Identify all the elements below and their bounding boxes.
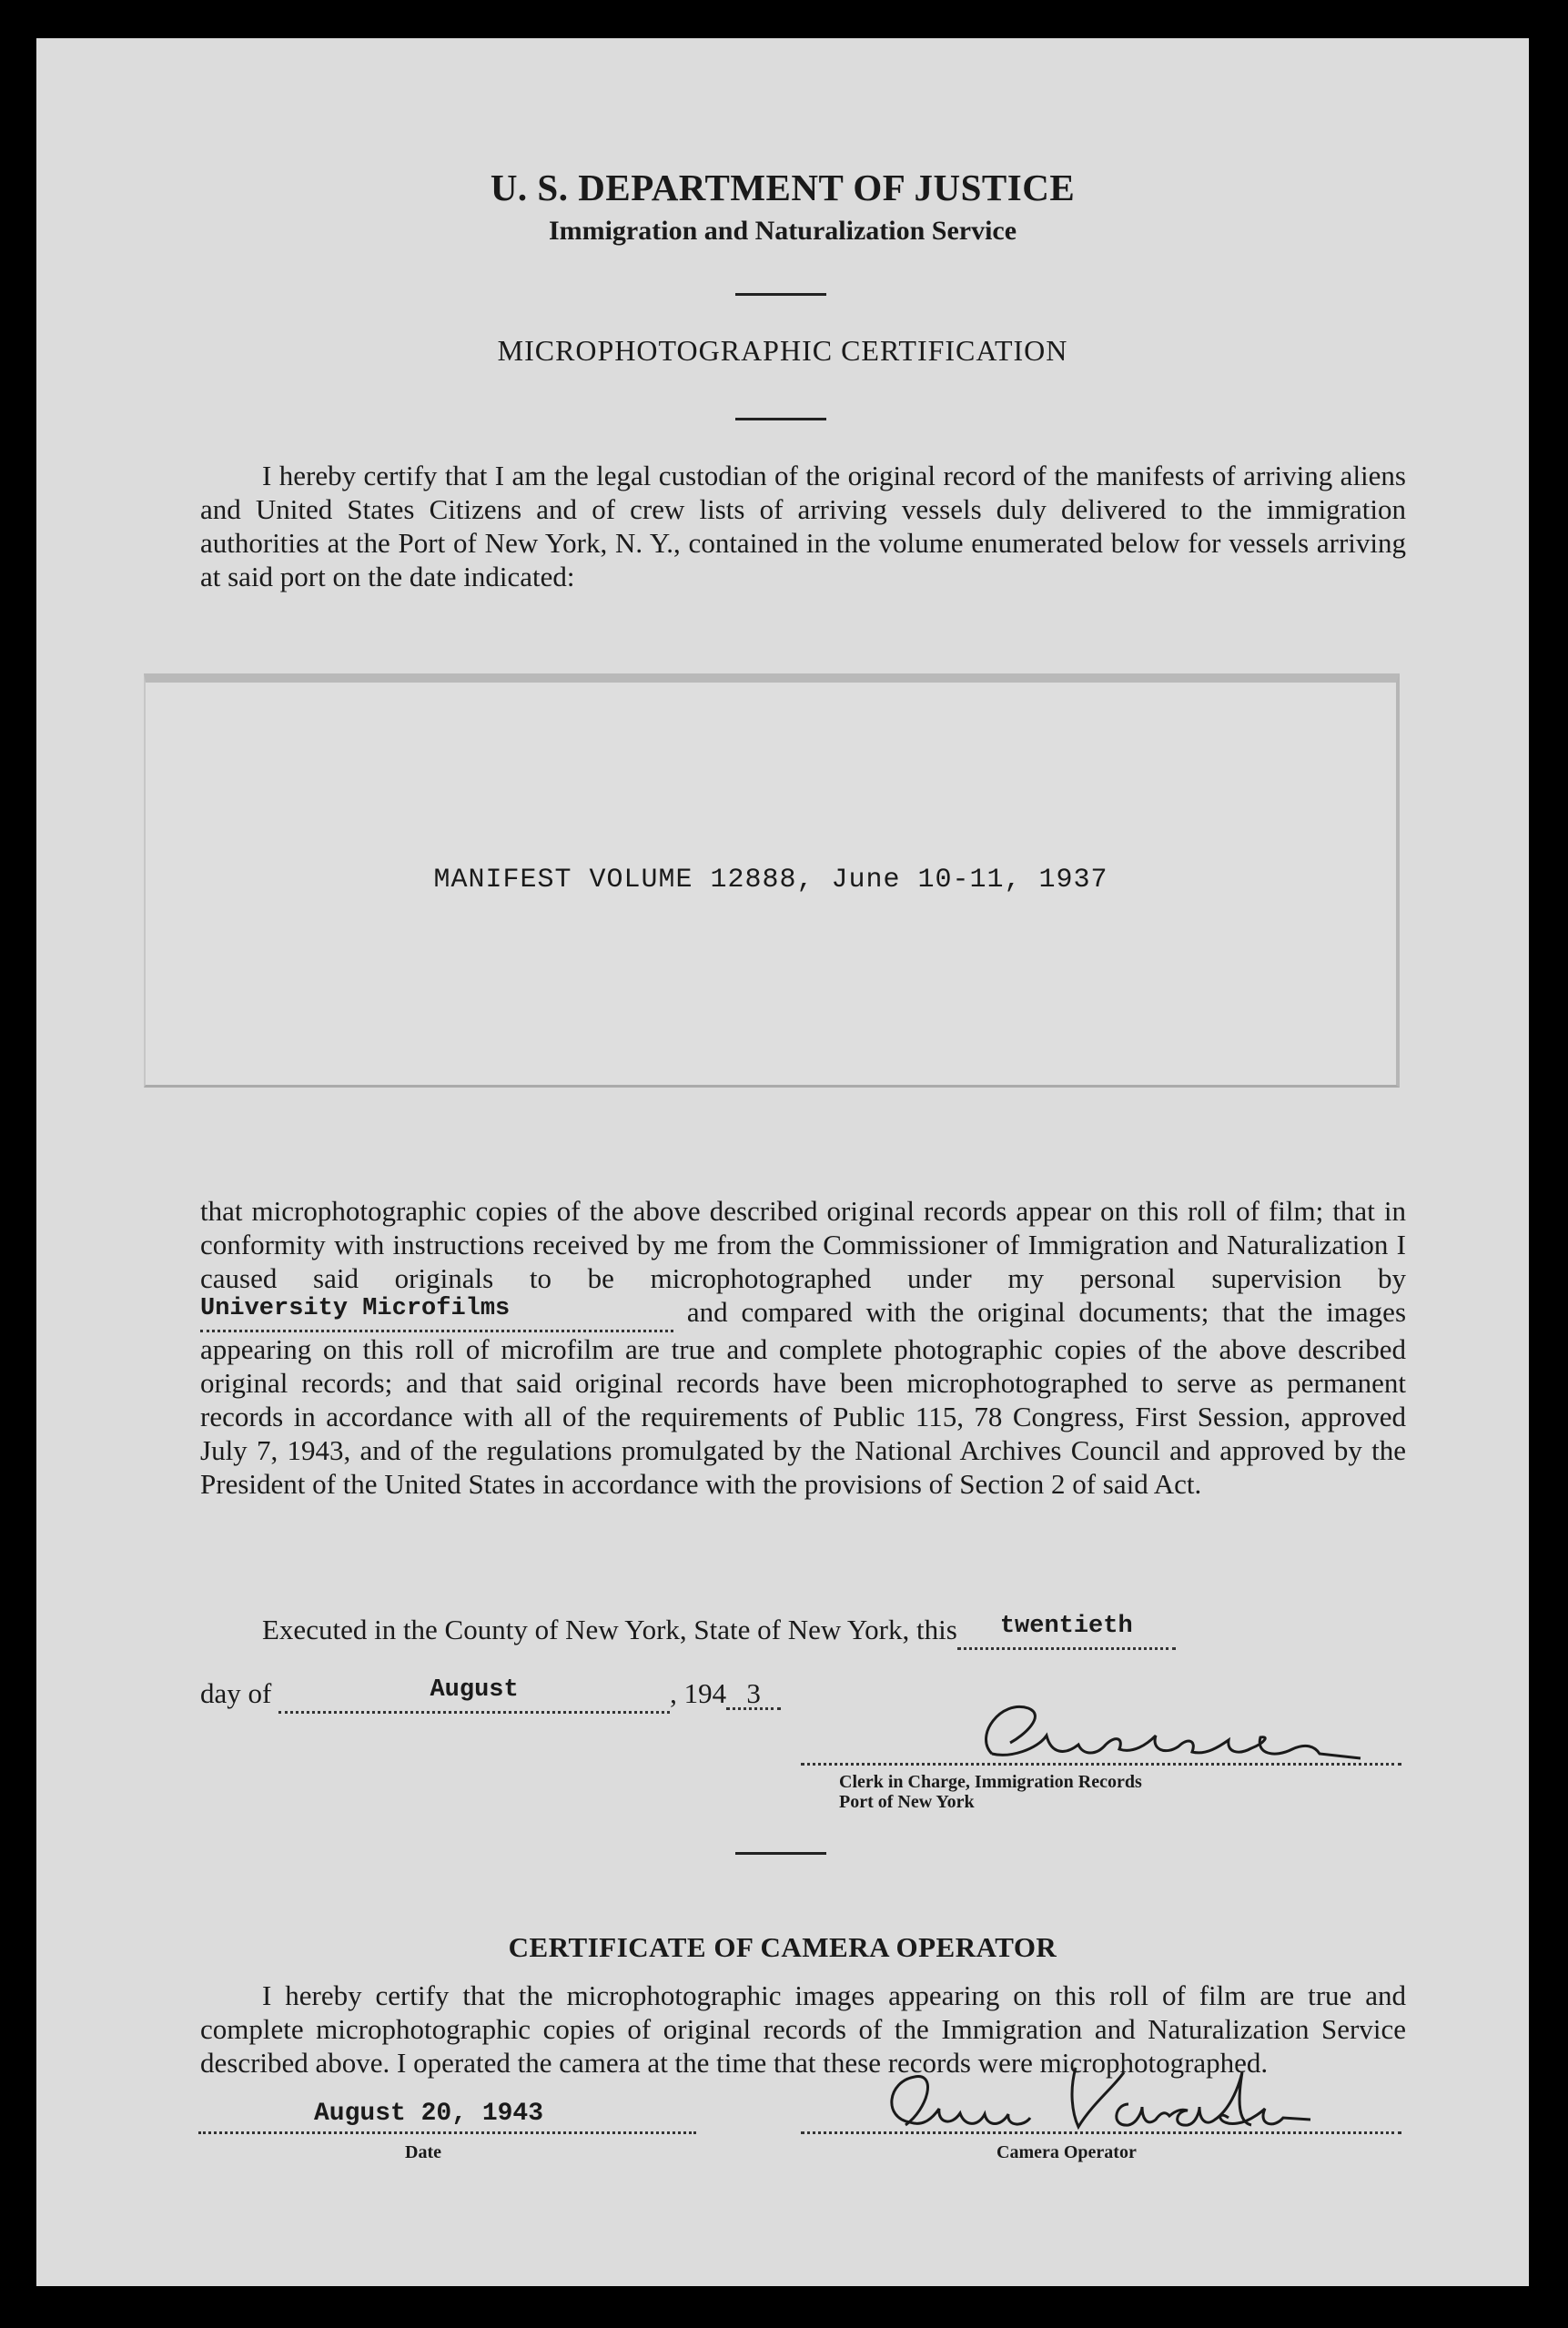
certificate-date-value: August 20, 1943	[314, 2100, 544, 2128]
microfilmer-value: University Microfilms	[200, 1295, 511, 1322]
manifest-volume-text: MANIFEST VOLUME 12888, June 10-11, 1937	[433, 865, 1108, 896]
clerk-title: Clerk in Charge, Immigration Records	[839, 1772, 1142, 1792]
clerk-signature-line	[801, 1763, 1401, 1766]
camera-certificate-text: I hereby certify that the microphotographic images appearing on this roll of film are true and complete microphotographic copies of original records of the Immigration and Naturalization Service described above. I operated the camera at the time that these records were microphotographed.	[200, 1979, 1406, 2079]
day-value: twentieth	[999, 1613, 1133, 1640]
year-field	[726, 1677, 781, 1710]
service-subheading: Immigration and Naturalization Service	[548, 216, 1017, 246]
day-field	[957, 1613, 1176, 1650]
operator-signature-line	[801, 2131, 1401, 2134]
date-line	[200, 1676, 781, 1714]
body-text-part1: that microphotographic copies of the above described original records appear on this roll of film; that in conformity with instructions received by me from the Commissioner of Immigration and Naturalization I caused said originals to be microphotographed under my personal supervision by	[200, 1195, 1406, 1294]
divider	[735, 418, 826, 420]
month-field	[278, 1676, 670, 1714]
form-title: MICROPHOTOGRAPHIC CERTIFICATION	[497, 334, 1068, 367]
manifest-volume-slip	[144, 673, 1400, 1088]
execution-text: Executed in the County of New York, State of New York, this	[262, 1614, 957, 1645]
body-text-part2: and compared with the original documents; that the images appearing on this roll of microfilm are true and complete photographic copies of the above described original records; and that said original records have been microphotographed to serve as permanent records in accordance with all of the requirements of Public 115, 78 Congress, First Session, approved July 7, 1943, and of the regulations promulgated by the National Archives Council and approved by the President of the United States in accordance with the provisions of Section 2 of said Act.	[200, 1296, 1407, 1500]
operator-label: Camera Operator	[996, 2142, 1137, 2162]
certificate-sheet	[36, 38, 1529, 2286]
camera-certificate-heading: CERTIFICATE OF CAMERA OPERATOR	[508, 1931, 1057, 1963]
department-heading: U. S. DEPARTMENT OF JUSTICE	[490, 167, 1076, 208]
date-label: Date	[405, 2142, 441, 2162]
year-digit: 3	[746, 1677, 761, 1709]
intro-paragraph: I hereby certify that I am the legal custodian of the original record of the manifests of arriving aliens and United States Citizens and of crew lists of arriving vessels duly delivered to the immigration authorities at the Port of New York, N. Y., contained in the volume enumerated below for vessels arriving at said port on the date indicated:	[200, 460, 1406, 592]
execution-line	[262, 1613, 1176, 1650]
year-prefix: , 194	[670, 1677, 727, 1709]
date-signature-line	[198, 2131, 696, 2134]
microfilmer-field	[200, 1295, 673, 1332]
clerk-port: Port of New York	[839, 1792, 975, 1812]
month-value: August	[430, 1676, 519, 1704]
divider	[735, 1852, 826, 1855]
day-of-label: day of	[200, 1677, 272, 1709]
certification-body	[200, 1194, 1406, 1501]
divider	[735, 293, 826, 296]
